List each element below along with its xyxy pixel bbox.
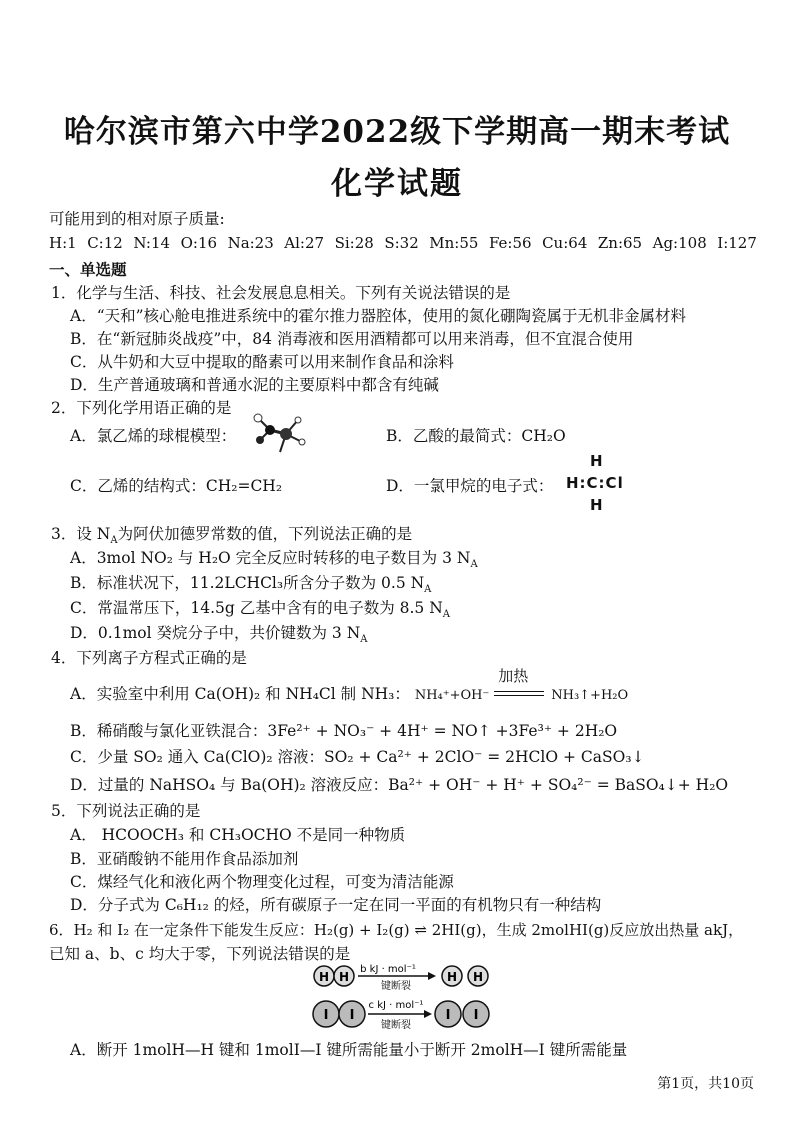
q2-option-a: A．氯乙烯的球棍模型： [70,427,237,445]
q3-option-b-text: B．标准状况下，11.2LCHCl₃所含分子数为 0.5 N [70,574,425,592]
q3-stem-text: 3．设 N [51,525,111,543]
atomic-mass-item: Si:28 [334,234,374,252]
q4-option-a [70,667,629,706]
atomic-mass-item: S:32 [384,234,419,252]
q3-option-c [70,598,450,625]
q4-option-a-text: A．实验室中利用 Ca(OH)₂ 和 NH₄Cl 制 NH₃： [70,685,410,703]
atomic-mass-item: Fe:56 [488,234,532,252]
q4-option-d-text: D．过量的 NaHSO₄ 与 Ba(OH)₂ 溶液反应： [70,776,389,794]
q4-option-b [70,721,617,741]
q4-option-a-arrow [494,667,546,702]
bond-breaking-diagram [312,962,492,1034]
q1-option-a: A．“天和”核心舱电推进系统中的霍尔推力器腔体，使用的氮化硼陶瓷属于无机非金属材料 [70,307,687,325]
q5-option-a: A． HCOOCH₃ 和 CH₃OCHO 不是同一种物质 [70,826,406,844]
q3-option-a [70,548,478,575]
page-subtitle: 化学试题 [331,166,463,202]
q6-stem-2: 已知 a、b、c 均大于零，下列说法错误的是 [49,945,351,963]
i-atom-label: I [445,1008,451,1023]
q5-option-c: C．煤经气化和液化两个物理变化过程，可变为清洁能源 [70,873,454,891]
q4-option-d-equation: Ba²⁺ + OH⁻ + H⁺ + SO₄²⁻ = BaSO₄↓+ H₂O [388,776,729,794]
h-atom-label: H [338,970,350,984]
q3-option-d-sub: A [360,634,368,646]
q2-option-c: C．乙烯的结构式：CH₂=CH₂ [70,477,283,495]
atomic-mass-item: Zn:65 [597,234,643,252]
q3-option-d [70,623,368,650]
q4-option-a-products: NH₃↑+H₂O [551,688,629,703]
q3-option-a-text: A．3mol NO₂ 与 H₂O 完全反应时转移的电子数目为 3 N [70,549,471,567]
q2-option-b: B．乙酸的最简式：CH₂O [386,427,566,445]
arrow-line-bottom [494,695,544,696]
atomic-mass-item: H:1 [49,234,77,252]
q3-option-c-text: C．常温常压下，14.5g 乙基中含有的电子数为 8.5 N [70,599,443,617]
q4-option-c [70,747,645,767]
q4-option-a-condition: 加热 [498,667,529,685]
q4-stem: 4．下列离子方程式正确的是 [51,649,247,667]
q4-option-c-text: C．少量 SO₂ 通入 Ca(ClO)₂ 溶液： [70,748,325,766]
q3-option-a-sub: A [470,559,478,571]
bond-energy-b: b kJ · mol⁻¹ [360,964,416,975]
atomic-mass-item: Al:27 [284,234,325,252]
atomic-mass-item: Cu:64 [542,234,588,252]
electron-formula-middle: H:C:Cl [566,474,624,492]
q5-stem: 5．下列说法正确的是 [51,802,201,820]
i-atom-label: I [473,1008,479,1023]
q4-option-b-equation: 3Fe²⁺ + NO₃⁻ + 4H⁺ = NO↑ +3Fe³⁺ + 2H₂O [267,722,618,740]
q3-option-b [70,573,431,600]
atomic-mass-item: Mn:55 [429,234,479,252]
atomic-mass-item: I:127 [717,234,757,252]
bond-energy-c: c kJ · mol⁻¹ [368,1000,424,1011]
i-atom-label: I [323,1008,329,1023]
ball-stick-model-image [246,410,308,456]
atomic-mass-item: C:12 [87,234,123,252]
q3-stem-rest: 为阿伏加德罗常数的值，下列说法正确的是 [117,525,413,543]
q5-option-d: D．分子式为 C₆H₁₂ 的烃，所有碳原子一定在同一平面的有机物只有一种结构 [70,896,602,914]
q4-option-b-text: B．稀硝酸与氯化亚铁混合： [70,722,268,740]
masses-intro: 可能用到的相对原子质量: [49,210,225,228]
atomic-mass-item: N:14 [133,234,171,252]
q3-option-c-sub: A [442,609,451,621]
atomic-mass-item: O:16 [180,234,218,252]
electron-formula-bottom-h: H [590,496,603,514]
section-heading: 一、单选题 [49,260,127,279]
atomic-mass-item: Ag:108 [652,234,707,252]
q2-option-d: D．一氯甲烷的电子式： [386,477,554,495]
q6-option-a: A．断开 1molH—H 键和 1molI—I 键所需能量小于断开 2molH—I 键所需能量 [70,1041,628,1059]
q3-stem-sub: A [110,535,118,547]
q1-option-d: D．生产普通玻璃和普通水泥的主要原料中都含有纯碱 [70,376,439,394]
q3-option-b-sub: A [424,584,432,596]
q3-option-d-text: D．0.1mol 癸烷分子中，共价键数为 3 N [70,624,361,642]
atomic-mass-item: Na:23 [227,234,274,252]
q4-option-d [70,775,728,795]
h-atom-label: H [446,970,458,984]
page-title: 哈尔滨市第六中学2022级下学期高一期末考试 [63,114,731,150]
arrow-line-top [494,691,544,692]
h-atom-label: H [472,970,484,984]
h-atom-label: H [318,970,330,984]
q1-option-c: C．从牛奶和大豆中提取的酪素可以用来制作食品和涂料 [70,353,454,371]
q1-option-b: B．在“新冠肺炎战疫”中，84 消毒液和医用酒精都可以用来消毒，但不宜混合使用 [70,330,634,348]
q2-stem: 2．下列化学用语正确的是 [51,399,232,417]
q4-option-c-equation: SO₂ + Ca²⁺ + 2ClO⁻ = 2HClO + CaSO₃↓ [324,748,645,766]
bond-break-label-2: 键断裂 [381,1020,411,1031]
q5-option-b: B．亚硝酸钠不能用作食品添加剂 [70,850,299,868]
q1-stem: 1．化学与生活、科技、社会发展息息相关。下列有关说法错误的是 [51,284,511,302]
i-atom-label: I [349,1008,355,1023]
page-footer: 第1页，共10页 [657,1076,754,1092]
q6-stem: 6．H₂ 和 I₂ 在一定条件下能发生反应：H₂(g) + I₂(g) ⇌ 2HI(g)，生成 2molHI(g)反应放出热量 akJ， [49,921,744,939]
masses-row [49,234,757,252]
bond-break-label-1: 键断裂 [381,981,411,992]
q4-option-a-reactants: NH₄⁺+OH⁻ [414,688,490,703]
electron-formula-top-h: H [590,452,603,470]
